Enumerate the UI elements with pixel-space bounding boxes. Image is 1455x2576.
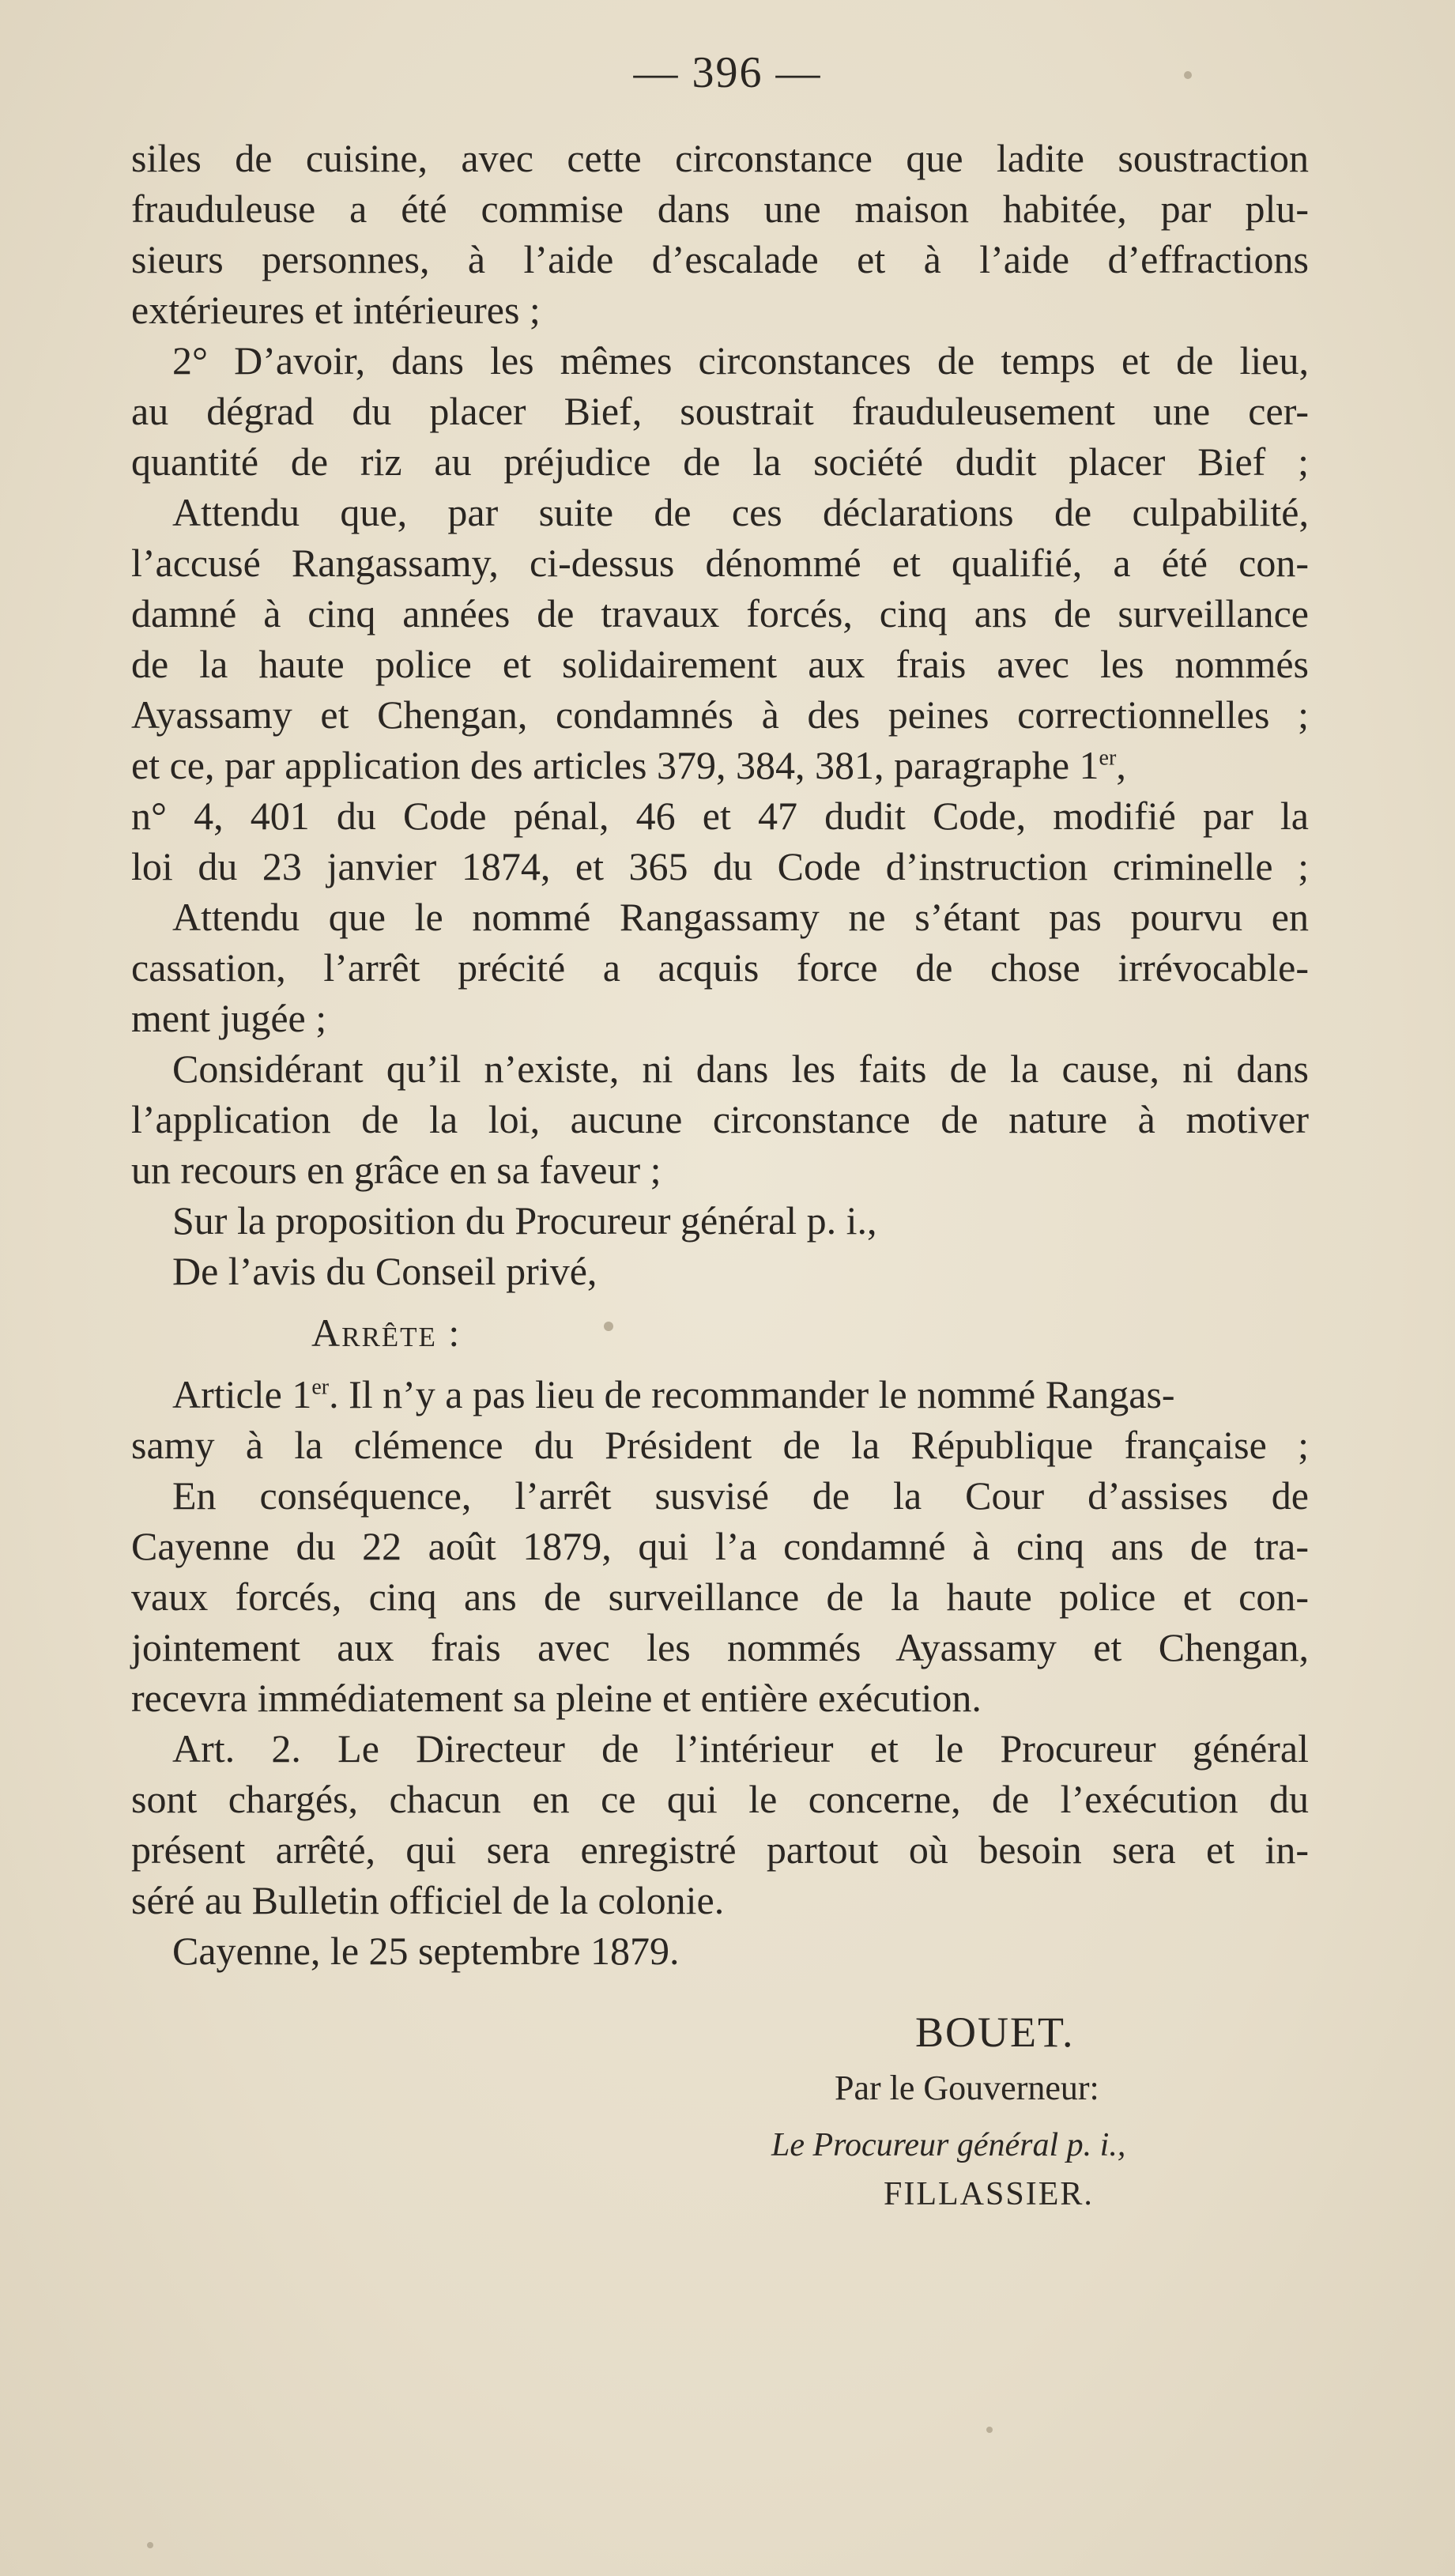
- body-line-text: et ce, par application des articles 379, 384, 381, paragraphe 1: [131, 743, 1099, 787]
- article-line: En conséquence, l’arrêt susvisé de la Cour d’assises de: [172, 1473, 1309, 1518]
- body-line: damné à cinq années de travaux forcés, cinq ans de surveillance: [131, 591, 1309, 636]
- official-name: FILLASSIER.: [884, 2176, 1094, 2212]
- body-line: l’application de la loi, aucune circonstance de nature à motiver: [131, 1097, 1309, 1141]
- article-label: Article 1: [172, 1372, 312, 1416]
- body-line: de la haute police et solidairement aux frais avec les nommés: [131, 642, 1309, 686]
- body-line-text: ,: [1116, 743, 1126, 787]
- body-line: Ayassamy et Chengan, condamnés à des peines correctionnelles ;: [131, 692, 1309, 737]
- article-line: vaux forcés, cinq ans de surveillance de la haute police et con-: [131, 1575, 1309, 1619]
- body-line: Attendu que, par suite de ces déclarations de culpabilité,: [172, 490, 1309, 534]
- body-line: n° 4, 401 du Code pénal, 46 et 47 dudit Code, modifié par la: [131, 794, 1309, 838]
- body-line: 2° D’avoir, dans les mêmes circonstances de temps et de lieu,: [172, 338, 1309, 383]
- article-line: sont chargés, chacun en ce qui le concerne, de l’exécution du: [131, 1777, 1309, 1821]
- body-line: quantité de riz au préjudice de la société dudit placer Bief ;: [131, 439, 1309, 484]
- body-line: sieurs personnes, à l’aide d’escalade et à l’aide d’effractions: [131, 237, 1309, 281]
- article-line: jointement aux frais avec les nommés Ayassamy et Chengan,: [131, 1625, 1309, 1669]
- page-number: — 396 —: [633, 48, 822, 97]
- superscript: er: [1099, 745, 1117, 771]
- article-line: séré au Bulletin officiel de la colonie.: [131, 1878, 725, 1922]
- article-line: samy à la clémence du Président de la République française ;: [131, 1423, 1309, 1467]
- body-line: [131, 740, 1309, 790]
- body-line: au dégrad du placer Bief, soustrait frauduleusement une cer-: [131, 389, 1309, 433]
- body-line: siles de cuisine, avec cette circonstance que ladite soustraction: [131, 136, 1309, 180]
- paper-speck: [986, 2427, 993, 2433]
- body-line: De l’avis du Conseil privé,: [172, 1249, 597, 1293]
- paper-speck: [147, 2542, 153, 2548]
- body-line: ment jugée ;: [131, 996, 327, 1040]
- body-line: un recours en grâce en sa faveur ;: [131, 1148, 662, 1192]
- paper-speck: [1184, 71, 1192, 79]
- article-line: [131, 1369, 1309, 1420]
- article-text: . Il n’y a pas lieu de recommander le nommé Rangas-: [329, 1372, 1175, 1416]
- official-title: Le Procureur général p. i.,: [771, 2127, 1126, 2163]
- arrete-heading: Arrête :: [311, 1311, 462, 1355]
- body-line: frauduleuse a été commise dans une maison habitée, par plu-: [131, 187, 1309, 231]
- article-line: Cayenne, le 25 septembre 1879.: [172, 1929, 680, 1973]
- body-line: l’accusé Rangassamy, ci-dessus dénommé et qualifié, a été con-: [131, 541, 1309, 585]
- body-line: Considérant qu’il n’existe, ni dans les faits de la cause, ni dans: [172, 1047, 1309, 1091]
- body-line: extérieures et intérieures ;: [131, 288, 541, 332]
- article-line: Art. 2. Le Directeur de l’intérieur et le Procureur général: [172, 1726, 1309, 1771]
- body-line: cassation, l’arrêt précité a acquis force de chose irrévocable-: [131, 945, 1309, 990]
- signature-role: Par le Gouverneur:: [835, 2069, 1099, 2107]
- superscript: er: [311, 1375, 330, 1400]
- article-line: recevra immédiatement sa pleine et entière exécution.: [131, 1676, 982, 1720]
- article-line: Cayenne du 22 août 1879, qui l’a condamné à cinq ans de tra-: [131, 1524, 1309, 1568]
- signer-name: BOUET.: [915, 2008, 1075, 2056]
- body-line: loi du 23 janvier 1874, et 365 du Code d’instruction criminelle ;: [131, 844, 1309, 888]
- body-line: Attendu que le nommé Rangassamy ne s’étant pas pourvu en: [172, 895, 1309, 939]
- paper-speck: [604, 1322, 613, 1331]
- body-line: Sur la proposition du Procureur général p. i.,: [172, 1198, 877, 1243]
- article-line: présent arrêté, qui sera enregistré partout où besoin sera et in-: [131, 1827, 1309, 1872]
- body-text: [131, 133, 1309, 1976]
